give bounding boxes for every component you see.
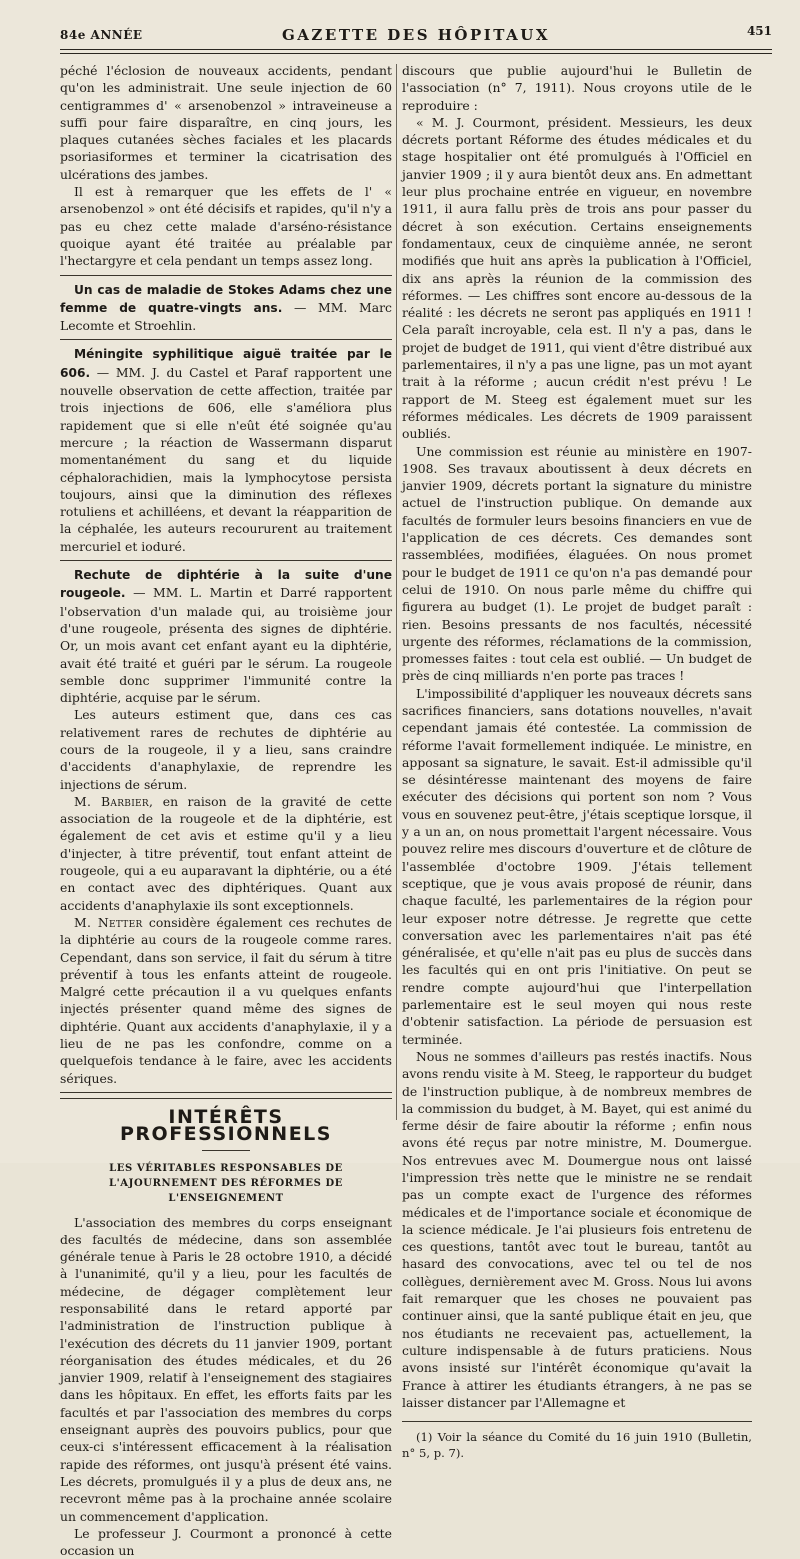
page-header [60,18,772,56]
paragraph: discours que publie aujourd'hui le Bulletin de l'association (n° 7, 1911). Nous croyons utile de le reproduire : [402,63,752,113]
paragraph: Le professeur J. Courmont a prononcé à cette occasion un [60,1525,392,1559]
journal-title: GAZETTE DES HÔPITAUX [281,26,550,44]
footnote-rule [402,1421,752,1422]
paragraph-stokes [60,281,392,335]
article-subhead: LES VÉRITABLES RESPONSABLES DE L'AJOURNEMENT DES RÉFORMES DE L'ENSEIGNEMENT [109,1162,343,1204]
article-text: rapportent une nouvelle observation de cette affection, traitée par trois injections de 606, elle s'améliora plus rapidement que si elle n'eût été soignée qu'au mercure ; la réaction de Wassermann disparut momentanément du sang et du liquide céphalorachidien, mais la lymphocytose persista toujours, ainsi que la diminution des réflexes rotuliens et achilléens, et devant la réapparition de la céphalée, les auteurs recoururent au traitement mercuriel et ioduré. [60,364,392,554]
page-number: 451 [746,24,772,38]
header-rule [60,49,772,50]
column-divider [396,64,397,1120]
paragraph-meningite [60,345,392,555]
article-text: en raison de la gravité de cette association de la rougeole et de la diphtérie, est également de cet avis et estime qu'il y a lieu d'injecter, à titre préventif, tout enfant atteint de rougeole, qui a eu auparavant la diphtérie, ou a été en contact avec des diphtériques. Quant aux accidents d'anaphylaxie ils sont exceptionnels. [60,793,392,913]
paragraph: Nous ne sommes d'ailleurs pas restés inactifs. Nous avons rendu visite à M. Steeg, le rapporteur du budget de l'instruction publique, à de nombreux membres de la commission du budget, à M. Bayet, qui est animé du ferme désir de faire aboutir la réforme ; enfin nous avons été reçus par notre ministre, M. Doumergue. Nos entrevues avec M. Doumergue nous ont laissé l'impression très nette que le ministre ne se rendait pas un compte exact de l'urgence des réformes médicales et de l'importance sociale et économique de la science médicale. Je l'ai plusieurs fois entretenu de ces questions, tantôt avec tout le bureau, tantôt au hasard des convocations, avec tel ou tel de nos collègues, dernièrement avec M. Gross. Nous lui avons fait remarquer que les choses ne pouvaient pas continuer ainsi, que la santé publique était en jeu, que nos étudiants ne recevaient pas, actuellement, la culture indispensable à de futurs praticiens. Nous avons insisté sur l'intérêt économique qu'avait la France à attirer les étudiants étrangers, à ne pas se laisser distancer par l'Allemagne et [402,1048,752,1410]
authors: — MM. L. Martin et Darré [133,585,317,601]
article-text: considère également ces rechutes de la diphtérie au cours de la rougeole comme rares. Cependant, dans son service, il fait du sérum à titre préventif à tous les enfants atteint de rougeole. Malgré cette précaution il a vu quelques enfants injectés présenter quand même des signes de diphtérie. Quant aux accidents d'anaphylaxie, il y a lieu de ne pas les confondre, comme on a quelquefois tendance à le faire, avec les accidents sériques. [60,914,392,1086]
paragraph: Les auteurs estiment que, dans ces cas relativement rares de rechutes de diphtérie au cours de la rougeole, il y a lieu, sans craindre d'accidents d'anaphylaxie, de reprendre les injections de sérum. [60,707,392,792]
paragraph-netter [60,914,392,1087]
authors: — MM. J. du Castel et Paraf [96,364,288,380]
paragraph: L'impossibilité d'appliquer les nouveaux décrets sans sacrifices financiers, sans dotations nouvelles, n'avait cependant jamais été contestée. La commission de réforme l'avait formellement indiquée. Le ministre, en apposant sa signature, le savait. Est-il admissible qu'il se désintéresse maintenant des moyens de faire exécuter des décisions qui portent son nom ? Vous vous en souvenez peut-être, j'étais sceptique lorsque, il y a un an, on nous promettait l'argent nécessaire. Vous pouvez relire mes discours d'ouverture et de clôture de l'assemblée d'octobre 1909. J'étais tellement sceptique, que je vous avais proposé de réunir, dans chaque faculté, les parlementaires de la région pour leur exposer notre détresse. Je regrette que cette conversation avec les parlementaires n'ait pas été généralisée, et qu'elle n'ait pas eu plus de succès dans les facultés qui en ont pris l'initiative. On peut se rendre compte aujourd'hui que l'interpellation parlementaire est le seul moyen qui nous reste d'obtenir satisfaction. La période de persuasion est terminée. [402,685,752,1047]
section-title: INTÉRÊTS PROFESSIONNELS [120,1105,332,1146]
article-heading: Rechute de diphtérie à la suite d'une rougeole. [60,568,392,601]
authors: — MM. Marc Lecomte et Stroehlin. [60,299,392,334]
left-column [60,62,392,1559]
separator [60,560,392,561]
paragraph: péché l'éclosion de nouveaux accidents, pendant qu'on les administrait. Une seule injection de 60 centigrammes d' « arsenobenzol » intraveineuse a suffi pour faire disparaître, en cinq jours, les plaques cutanées sèches faciales et les placards psoriasiformes et terminer la cicatrisation des ulcérations des jambes. [60,63,392,182]
separator [60,339,392,340]
separator [60,1098,392,1099]
footnote: (1) Voir la séance du Comité du 16 juin 1910 (Bulletin, n° 5, p. 7). [402,1430,752,1460]
person-name: M. Netter [74,914,143,930]
separator [60,1092,392,1093]
person-name: M. Barbier, [74,793,154,809]
header-rule-double [60,53,772,54]
right-column [402,62,752,1461]
paragraph: Il est à remarquer que les effets de l' « arsenobenzol » ont été décisifs et rapides, qu'il n'y a pas eu chez cette malade d'arséno-résistance quoique ayant été traitée au préalable par l'hectargyre et cela pendant un temps assez long. [60,184,392,269]
paragraph: « M. J. Courmont, président. Messieurs, les deux décrets portant Réforme des études médicales et du stage hospitalier ont été promulgués à l'Officiel en janvier 1909 ; il y aura bientôt deux ans. En admettant leur plus prochaine entrée en vigueur, en novembre 1911, il aura fallu près de trois ans pour passer du décret à son exécution. Certains enseignements fondamentaux, ceux de cinquième année, ne seront modifiés que huit ans après la publication à l'Officiel, dix ans après la réunion de la commission des réformes. — Les chiffres sont encore au-dessous de la réalité : les décrets ne seront pas appliqués en 1911 ! Cela paraît incroyable, cela est. Il n'y a pas, dans le projet de budget de 1911, qui vient d'être distribué aux parlementaires, il n'y a pas une ligne, pas un mot ayant trait à la réforme ; aucun crédit n'est prévu ! Le rapport de M. Steeg est également muet sur les réformes médicales. Les décrets de 1909 paraissent oubliés. [402,114,752,442]
article-text: rapportent l'observation d'un malade qui, au troisième jour d'une rougeole, présenta des signes de diphtérie. Or, un mois avant cet enfant ayant eu la diphtérie, avait été traité et guéri par le sérum. La rougeole semble donc supprimer l'immunité contre la diphtérie, acquise par le sérum. [60,585,392,706]
paragraph-rechute [60,566,392,706]
short-rule [202,1150,250,1151]
year-label: 84e ANNÉE [60,28,143,42]
separator [60,275,392,276]
article-heading: Un cas de maladie de Stokes Adams chez une femme de quatre-vingts ans. [60,282,392,315]
paragraph: L'association des membres du corps enseignant des facultés de médecine, dans son assemblée générale tenue à Paris le 28 octobre 1910, a décidé à l'unanimité, qu'il y a lieu, pour les facultés de médecine, de dégager complètement leur responsabilité dans le retard apporté par l'administration de l'instruction publique à l'exécution des décrets du 11 janvier 1909, portant réorganisation des études médicales, et du 26 janvier 1909, relatif à l'enseignement des stagiaires dans les hôpitaux. En effet, les efforts faits par les facultés et par l'association des membres du corps enseignant auprès des pouvoirs publics, pour que ceux-ci s'intéressent efficacement à la réalisation rapide des réformes, ont jusqu'à présent été vains. Les décrets, promulgués il y a plus de deux ans, ne recevront même pas à la prochaine année scolaire un commencement d'application. [60,1214,392,1524]
article-heading: Méningite syphilitique aiguë traitée par le 606. [60,347,392,380]
paragraph: Une commission est réunie au ministère en 1907-1908. Ses travaux aboutissent à deux décrets en janvier 1909, décrets portant la signature du ministre actuel de l'instruction publique. On demande aux facultés de formuler leurs besoins financiers en vue de l'application de ces décrets. Ces demandes sont rassemblées, modifiées, élaguées. On nous promet pour le budget de 1911 ce qu'on n'a pas demandé pour celui de 1910. On nous parle même du chiffre qui figurera au budget (1). Le projet de budget paraît : rien. Besoins pressants de nos facultés, nécessité urgente des réformes, réclamations de la commission, promesses faites : tout cela est oublié. — Un budget de près de cinq milliards n'en porte pas traces ! [402,443,752,684]
paragraph-barbier [60,793,392,914]
